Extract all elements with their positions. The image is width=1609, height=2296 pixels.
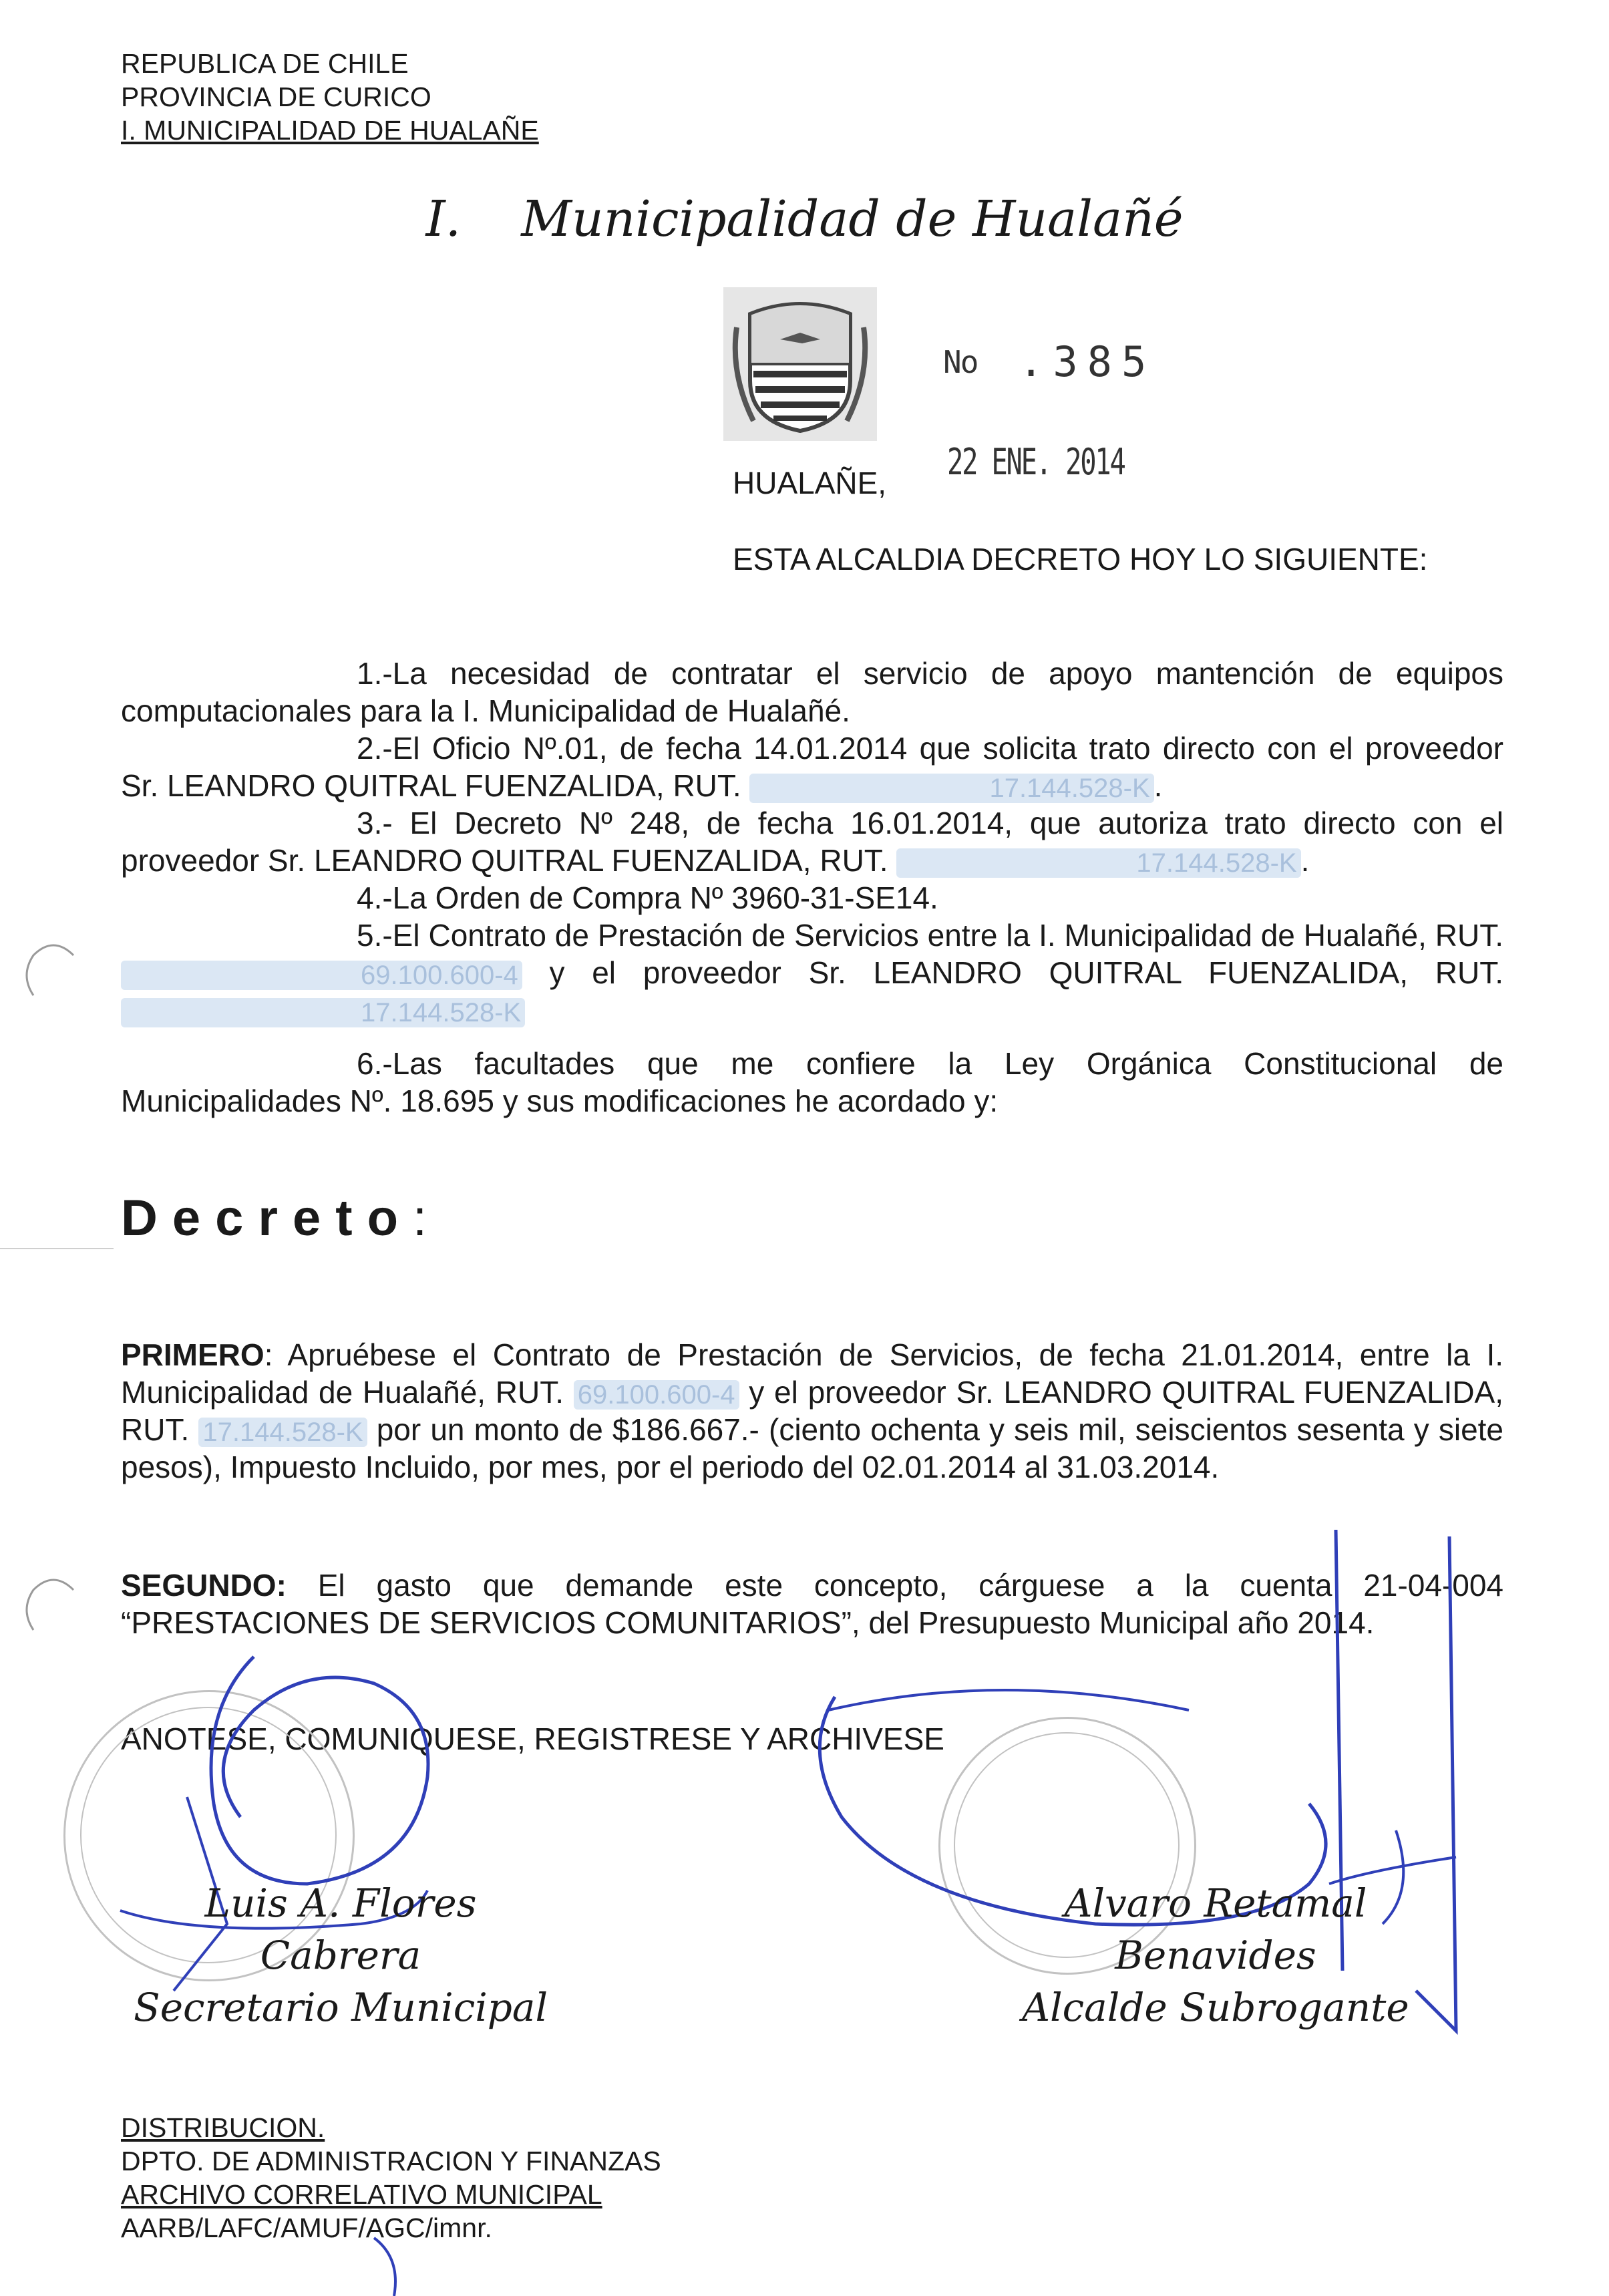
redacted-rut: 17.144.528-K — [121, 998, 525, 1027]
document-title — [0, 190, 1609, 248]
consideration-5-text-b: y el proveedor Sr. LEANDRO QUITRAL FUENZALIDA, RUT. — [549, 955, 1503, 990]
redacted-rut: 69.100.600-4 — [574, 1380, 739, 1410]
segundo-label: SEGUNDO: — [121, 1568, 287, 1603]
signatory-name-left: Luis A. Flores Cabrera — [204, 1880, 477, 1978]
consideration-3-end: . — [1300, 843, 1310, 878]
distribution-line-1: DPTO. DE ADMINISTRACION Y FINANZAS — [121, 2146, 661, 2176]
distribution-line-2: ARCHIVO CORRELATIVO MUNICIPAL — [121, 2179, 602, 2210]
signatory-title-right: Alcalde Subrogante — [1022, 1985, 1409, 2030]
municipality-line: I. MUNICIPALIDAD DE HUALAÑE — [121, 115, 539, 146]
primero-text-b: y el proveedor Sr. LEANDRO QUITRAL FUENZALIDA, RUT. — [121, 1375, 1504, 1447]
margin-divider — [0, 1248, 114, 1249]
consideration-5-text: 5.-El Contrato de Prestación de Servicios entre la I. Municipalidad de Hualañé, RUT. — [357, 918, 1503, 953]
consideration-5 — [121, 917, 1503, 1029]
decree-number: .385 — [1019, 337, 1156, 386]
redacted-rut: 69.100.600-4 — [121, 961, 522, 990]
considerations — [121, 655, 1503, 1120]
consideration-1: 1.-La necesidad de contratar el servicio de apoyo mantención de equipos computacionales para la I. Municipalidad de Hualañé. — [121, 656, 1503, 728]
signature-block-secretary — [120, 1877, 561, 2033]
city-label: HUALAÑE, — [733, 466, 887, 500]
municipal-crest-logo — [723, 287, 877, 441]
signatory-title-left: Secretario Municipal — [133, 1985, 548, 2030]
distribution-heading: DISTRIBUCION. — [121, 2112, 325, 2143]
primero-text: : Apruébese el Contrato de Prestación de Servicios, de fecha 21.01.2014, entre la I. Municipalidad de Hualañé, RUT. — [121, 1337, 1503, 1410]
title-prefix: I. — [425, 190, 462, 248]
redacted-rut: 17.144.528-K — [896, 848, 1300, 878]
article-primero — [121, 1336, 1503, 1486]
consideration-2-end: . — [1153, 768, 1163, 803]
primero-label: PRIMERO — [121, 1337, 264, 1372]
distribution-initials: AARB/LAFC/AMUF/AGC/imnr. — [121, 2212, 492, 2243]
redacted-rut: 17.144.528-K — [198, 1418, 367, 1447]
decree-date-stamp: 22 ENE. 2014 — [947, 441, 1125, 483]
punch-hole-mark-lower — [20, 1570, 87, 1643]
consideration-6: 6.-Las facultades que me confiere la Ley Orgánica Constitucional de Municipalidades Nº. 18.695 y sus modificaciones he acordado y: — [121, 1046, 1503, 1118]
decree-number-label: No — [943, 344, 978, 380]
title-name: Municipalidad de Hualañé — [521, 190, 1184, 248]
consideration-3-text: 3.- El Decreto Nº 248, de fecha 16.01.2014, que autoriza trato directo con el proveedor Sr. LEANDRO QUITRAL FUENZALIDA, RUT. — [121, 806, 1503, 878]
consideration-2 — [121, 729, 1503, 804]
country-line: REPUBLICA DE CHILE — [121, 48, 409, 79]
letterhead — [121, 47, 539, 147]
punch-hole-mark-upper — [20, 935, 87, 1009]
decreto-heading-text: Decreto — [121, 1190, 413, 1247]
segundo-text: El gasto que demande este concepto, cárguese a la cuenta 21-04-004 “PRESTACIONES DE SERVICIOS COMUNITARIOS”, del Presupuesto Municipal año 2014. — [121, 1568, 1504, 1640]
consideration-3 — [121, 804, 1503, 879]
closing-formula: ANOTESE, COMUNIQUESE, REGISTRESE Y ARCHIVESE — [121, 1721, 944, 1756]
redacted-rut: 17.144.528-K — [749, 774, 1153, 803]
province-line: PROVINCIA DE CURICO — [121, 81, 431, 112]
distribution-list — [121, 2111, 661, 2245]
decree-preamble: ESTA ALCALDIA DECRETO HOY LO SIGUIENTE: — [733, 542, 1428, 577]
decreto-heading — [121, 1189, 427, 1247]
article-segundo — [121, 1567, 1503, 1641]
signature-block-mayor — [962, 1877, 1469, 2033]
decreto-heading-colon: : — [413, 1190, 427, 1247]
consideration-4: 4.-La Orden de Compra Nº 3960-31-SE14. — [357, 880, 938, 915]
primero-text-c: por un monto de $186.667.- (ciento ochenta y seis mil, seiscientos sesenta y siete pesos), Impuesto Incluido, por mes, por el periodo del 02.01.2014 al 31.03.2014. — [121, 1412, 1504, 1484]
consideration-2-text: 2.-El Oficio Nº.01, de fecha 14.01.2014 que solicita trato directo con el proveedor Sr. LEANDRO QUITRAL FUENZALIDA, RUT. — [121, 731, 1503, 803]
signatory-name-right: Alvaro Retamal Benavides — [1064, 1880, 1367, 1978]
